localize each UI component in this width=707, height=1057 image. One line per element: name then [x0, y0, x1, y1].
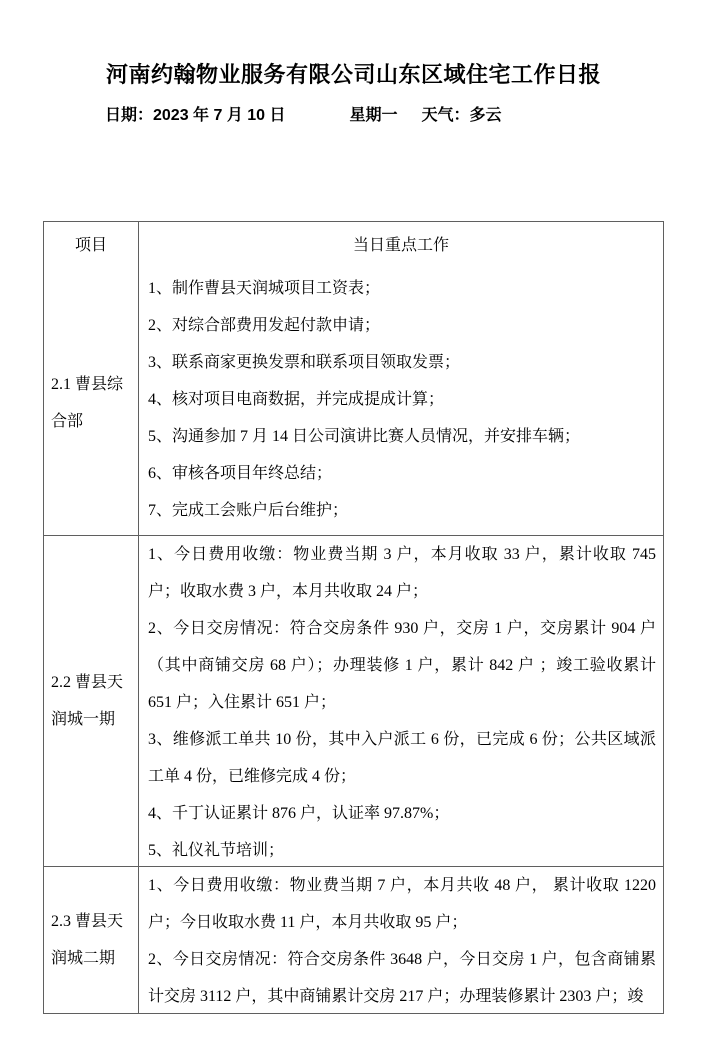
table-row: [44, 866, 663, 1013]
project-label: 2.2 曹县天润城一期: [51, 674, 124, 728]
work-item: 1、制作曹县天润城项目工资表；: [148, 280, 381, 297]
table-body: [44, 270, 663, 1013]
date-line: [105, 102, 707, 125]
report-date: 日期：2023 年 7 月 10 日: [105, 107, 286, 124]
daily-report-table: [43, 221, 664, 1014]
work-item: 5、礼仪礼节培训；: [148, 842, 285, 859]
project-cell: [44, 867, 139, 1013]
work-item: 7、完成工会账户后台维护；: [148, 502, 349, 519]
work-cell: [139, 536, 663, 866]
column-header-project: 项目: [44, 222, 139, 270]
project-label: 2.3 曹县天润城二期: [51, 913, 124, 967]
work-item: 3、联系商家更换发票和联系项目领取发票；: [148, 354, 461, 371]
work-cell: [139, 270, 663, 535]
work-item: 4、千丁认证累计 876 户，认证率 97.87%；: [148, 805, 450, 822]
work-item: 1、今日费用收缴：物业费当期 7 户，本月共收 48 户， 累计收取 1220 户；今日收取水费 11 户，本月共收取 95 户；: [148, 877, 656, 931]
work-item: 4、核对项目电商数据，并完成提成计算；: [148, 391, 445, 408]
work-item: 2、今日交房情况：符合交房条件 930 户，交房 1 户，交房累计 904 户（其中商铺交房 68 户）；办理装修 1 户，累计 842 户 ；竣工验收累计 651 户；入住累计 651 户；: [148, 620, 656, 711]
work-item: 6、审核各项目年终总结；: [148, 465, 333, 482]
project-label: 2.1 曹县综合部: [51, 375, 124, 430]
work-item: 2、对综合部费用发起付款申请；: [148, 317, 381, 334]
table-row: [44, 270, 663, 535]
work-item: 5、沟通参加 7 月 14 日公司演讲比赛人员情况，并安排车辆；: [148, 428, 581, 445]
report-weekday: 星期一: [349, 107, 398, 124]
project-cell: [44, 270, 139, 535]
table-header-row: [44, 222, 663, 270]
report-weather: 天气：多云: [421, 107, 502, 124]
page-title: 河南约翰物业服务有限公司山东区域住宅工作日报: [105, 62, 601, 87]
column-header-work: 当日重点工作: [352, 237, 449, 254]
work-item: 2、今日交房情况：符合交房条件 3648 户，今日交房 1 户，包含商铺累计交房 3112 户，其中商铺累计交房 217 户；办理装修累计 2303 户；竣: [148, 951, 656, 1005]
work-item: 3、维修派工单共 10 份，其中入户派工 6 份，已完成 6 份；公共区域派工单 4 份，已维修完成 4 份；: [148, 731, 656, 785]
project-cell: [44, 536, 139, 866]
work-item: 1、今日费用收缴：物业费当期 3 户，本月收取 33 户，累计收取 745 户；收取水费 3 户，本月共收取 24 户；: [148, 546, 656, 600]
table-row: [44, 535, 663, 866]
work-cell: [139, 867, 663, 1013]
